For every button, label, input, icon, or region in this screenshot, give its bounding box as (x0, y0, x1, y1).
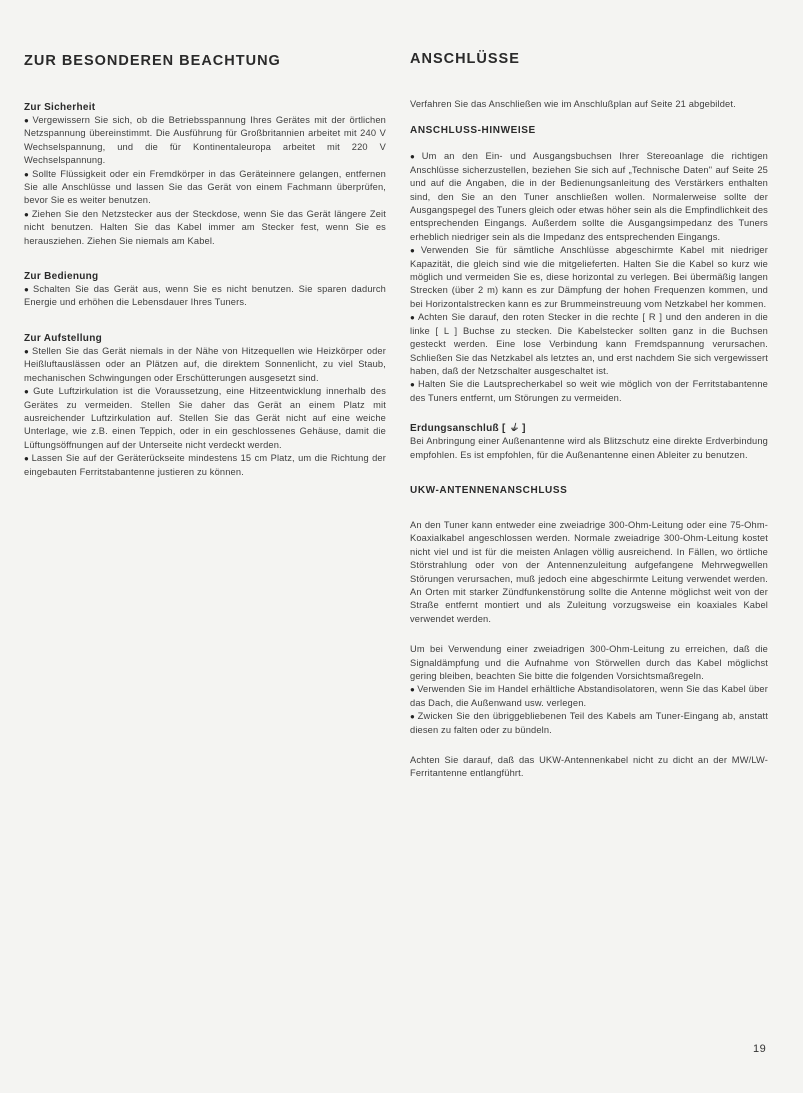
page-number: 19 (753, 1043, 767, 1055)
paragraph-ukw-1: An den Tuner kann entweder eine zweiadrige 300-Ohm-Leitung oder eine 75-Ohm-Koaxialkabel angeschlossen werden. Normale zweiadrige 300-Ohm-Leitung kostet nicht viel und ist für die meisten Anlagen völlig ausreichend. In Fällen, wo örtliche Störstrahlung oder von der Antennenzuleitung aufgefangene Mehrwegwellen Störungen verursachen, muß jedoch eine abgeschirmte Leitung verwendet werden. An Orten mit starker Zündfunkenstörung sollte die Antenne möglichst weit von der Straße entfernt montiert und als Zuleitung vorzugsweise ein koaxiales Kabel verwendet werden. (410, 519, 768, 624)
right-body (410, 98, 768, 781)
paragraph-ukw-bullet-1: ● Verwenden Sie im Handel erhältliche Abstandisolatoren, wenn Sie das Kabel über das Dach, die Außenwand usw. verlegen. (410, 684, 768, 708)
paragraph-sicherheit-1: ● Vergewissern Sie sich, ob die Betriebsspannung Ihres Gerätes mit der örtlichen Netzspannung übereinstimmt. Die Ausführung für Großbritannien arbeitet mit 240 V Wechselspannung, und die für Kontinentaleuropa arbeitet mit 220 V Wechselspannung. (24, 115, 387, 166)
bullet-icon: ● (24, 169, 31, 179)
paragraph-aufstellung-3: ● Lassen Sie auf der Geräterückseite mindestens 15 cm Platz, um die Richtung der eingebauten Ferritstabantenne justieren zu können. (24, 453, 386, 477)
bullet-icon: ● (24, 387, 32, 397)
paragraph-hinweise-4: ● Halten Sie die Lautsprecherkabel so weit wie möglich von der Ferritstabantenne des Tuners entfernt, um Störungen zu vermeiden. (410, 379, 768, 403)
left-body (24, 101, 386, 479)
heading-anschluss-hinweise: ANSCHLUSS-HINWEISE (410, 125, 536, 137)
bullet-icon: ● (24, 209, 30, 219)
heading-erdungsanschluss: Erdungsanschluß [ ⏚ ] (410, 423, 526, 435)
paragraph-sicherheit-2: ● Sollte Flüssigkeit oder ein Fremdkörper in das Geräteinnere gelangen, entfernen Sie alle Anschlüsse und lassen Sie das Gerät von einem Fachmann überprüfen, bevor Sie es weiter benutzen. (24, 168, 386, 206)
paragraph-hinweise-1: ● Um an den Ein- und Ausgangsbuchsen Ihrer Stereoanlage die richtigen Anschlüsse sicherzustellen, beziehen Sie sich auf „Technische Daten" auf Seite 25 und auf die Angaben, die in der Bedienungsanleitung des Verstärkers enthalten sind, den Sie an den Tuner anschließen wollen. Normalerweise sollte der Ausgangspegel des Tuners gleich oder etwas höher sein als die Empfindlichkeit des entsprechenden Eingangs. Außerdem sollte die Ausgangsimpedanz des Tuners erheblich niedriger sein als die Impedanz des entsprechenden Eingangs. (410, 151, 768, 242)
bullet-icon: ● (24, 346, 31, 356)
bullet-icon: ● (410, 712, 416, 722)
paragraph-bedienung-1: ● Schalten Sie das Gerät aus, wenn Sie es nicht benutzen. Sie sparen dadurch Energie und erhöhen die Lebensdauer Ihres Tuners. (24, 284, 386, 308)
paragraph-ukw-bullet-2: ● Zwicken Sie den übriggebliebenen Teil des Kabels am Tuner-Eingang ab, anstatt diesen zu falten oder zu bündeln. (410, 711, 768, 735)
heading-bedienung: Zur Bedienung (24, 271, 99, 283)
paragraph-erdung-1: Bei Anbringung einer Außenantenne wird als Blitzschutz eine direkte Erdverbindung empfohlen. Es ist empfohlen, für die Außenantenne einen Ableiter zu benutzen. (410, 436, 768, 460)
bullet-icon: ● (410, 685, 416, 695)
bullet-icon: ● (410, 313, 416, 323)
paragraph-aufstellung-1: ● Stellen Sie das Gerät niemals in der Nähe von Hitzequellen wie Heizkörper oder Heißluftauslässen oder an Plätzen auf, die direktem Sonnenlicht, zu viel Staub, mechanischen Schwingungen oder Erschütterungen ausgesetzt sind. (24, 345, 386, 383)
bullet-icon: ● (24, 285, 31, 295)
paragraph-ukw-3: Achten Sie darauf, daß das UKW-Antennenkabel nicht zu dicht an der MW/LW-Ferritantenne entlangführt. (410, 755, 768, 779)
heading-sicherheit: Zur Sicherheit (24, 102, 96, 113)
bullet-icon: ● (24, 116, 31, 125)
ground-icon: ⏚ (508, 423, 520, 435)
paragraph-intro: Verfahren Sie das Anschließen wie im Anschlußplan auf Seite 21 abgebildet. (410, 99, 736, 109)
paragraph-hinweise-2: ● Verwenden Sie für sämtliche Anschlüsse abgeschirmte Kabel mit niedriger Kapazität, die gleich sind wie die mitgelieferten. Halten Sie die Kabel so kurz wie möglich und vermeiden Sie es, diese horizontal zu verlegen. Bei übermäßig langen Strecken (über 2 m) kann es zur Dämpfung der hohen Frequenzen kommen, und bei Horizontalstrecken kann es zur Brummeinstreuung vom Netzkabel her kommen. (410, 245, 768, 309)
bullet-icon: ● (410, 380, 416, 390)
paragraph-hinweise-3: ● Achten Sie darauf, den roten Stecker in die rechte [ R ] und den anderen in die linke [ L ] Buchse zu stecken. Die Kabelstecker sollten ganz in die Buchsen gesteckt werden. Eine lose Verbindung kann Fremdspannung verursachen. Schließen Sie das Netzkabel als letztes an, und erst nachdem Sie sich vergewissert haben, daß der Netzschalter ausgeschaltet ist. (410, 312, 768, 376)
bullet-icon: ● (410, 246, 419, 256)
paragraph-aufstellung-2: ● Gute Luftzirkulation ist die Voraussetzung, eine Hitzeentwicklung innerhalb des Gerätes zu vermeiden. Stellen Sie daher das Gerät an einem Platz mit ausreichender Luftzirkulation auf. Stellen Sie das Gerät nicht auf eine weiche Unterlage, wie z.B. einen Teppich, oder in ein geschlossenes Gehäuse, damit die Lüftungsöffnungen auf der Unterseite nicht verdeckt werden. (24, 386, 387, 450)
paragraph-sicherheit-3: ● Ziehen Sie den Netzstecker aus der Steckdose, wenn Sie das Gerät längere Zeit nicht benutzen. Halten Sie das Kabel immer am Stecker fest, wenn Sie es herausziehen. Ziehen Sie niemals am Kabel. (24, 208, 386, 246)
section-title-anschluesse: ANSCHLÜSSE (410, 51, 520, 67)
heading-ukw-antennenanschluss: UKW-ANTENNENANSCHLUSS (410, 484, 568, 496)
section-title-besondere-beachtung: ZUR BESONDEREN BEACHTUNG (24, 53, 281, 69)
bullet-icon: ● (410, 152, 420, 162)
paragraph-ukw-2: Um bei Verwendung einer zweiadrigen 300-Ohm-Leitung zu erreichen, daß die Signaldämpfung und die Aufnahme von Störwellen durch das Kabel möglichst gering bleiben, beachten Sie bitte die folgenden Vorsichtsmaßregeln. (410, 644, 768, 681)
bullet-icon: ● (24, 454, 30, 464)
heading-aufstellung: Zur Aufstellung (24, 332, 103, 344)
